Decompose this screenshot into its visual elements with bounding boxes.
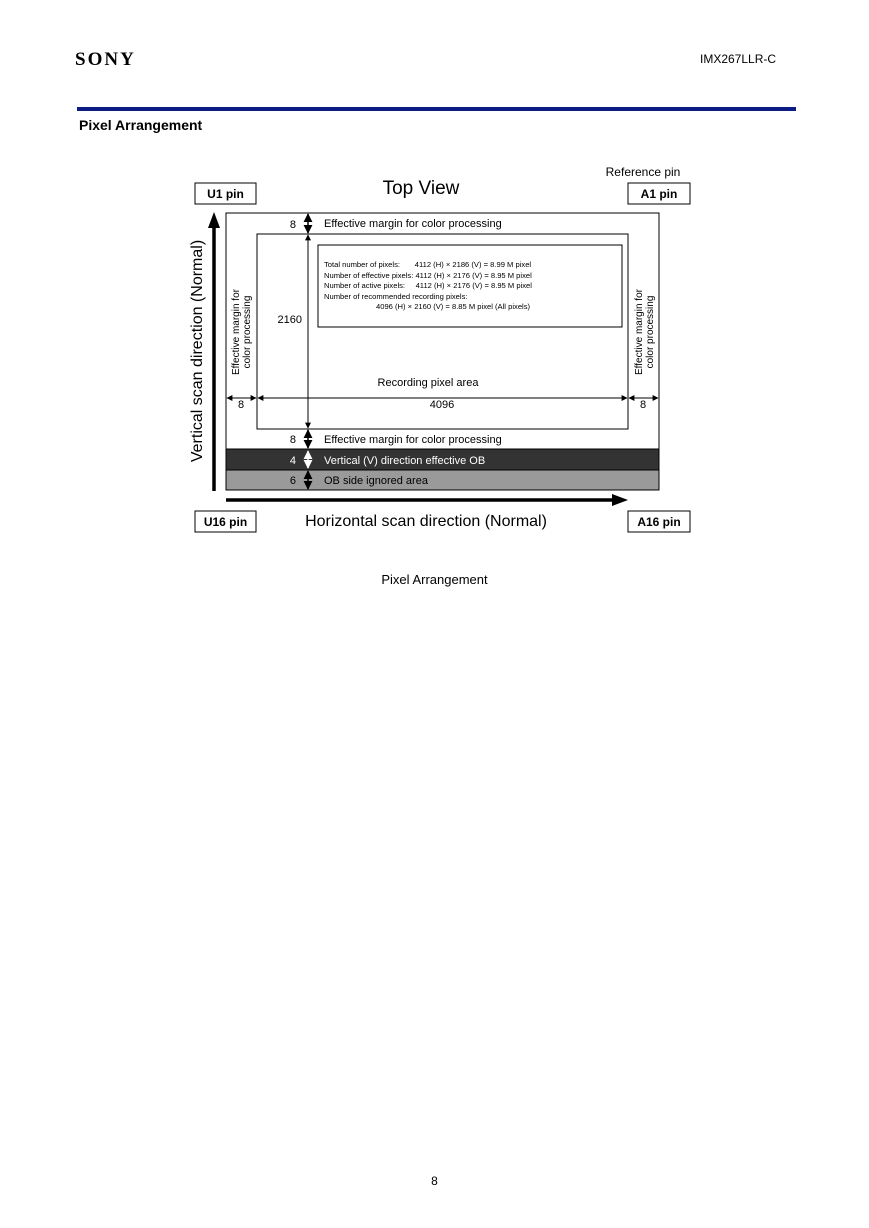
pin-u16-label: U16 pin — [203, 515, 248, 529]
top-margin-label: Effective margin for color processing — [324, 218, 502, 230]
horizontal-scan-label: Horizontal scan direction (Normal) — [305, 513, 547, 530]
pin-a16 — [628, 511, 690, 532]
pin-u1-label: U1 pin — [207, 187, 244, 201]
document-id: IMX267LLR-C — [700, 52, 777, 66]
pin-a16-label: A16 pin — [637, 515, 681, 529]
pin-u16 — [195, 511, 256, 532]
vertical-scan-arrowhead — [208, 212, 220, 228]
vob-value: 4 — [289, 455, 296, 467]
ignored-label: OB side ignored area — [324, 475, 428, 487]
info-active-pixels: Number of active pixels: 4112 (H) × 2176 (V) = 8.95 M pixel — [324, 281, 532, 290]
figure-caption: Pixel Arrangement — [381, 572, 488, 587]
left-margin-value: 8 — [237, 399, 245, 411]
pin-a1-label: A1 pin — [640, 187, 678, 201]
right-margin-value: 8 — [639, 399, 647, 411]
left-side-margin-line1: Effective margin for — [231, 289, 242, 375]
sony-logo: SONY — [75, 49, 136, 70]
left-side-margin-label — [231, 288, 253, 375]
height-value: 2160 — [277, 314, 302, 326]
left-side-margin-line2: color processing — [242, 295, 253, 369]
horizontal-scan-arrowhead — [612, 494, 628, 506]
recording-area-label: Recording pixel area — [377, 377, 479, 389]
pin-a1 — [628, 183, 690, 204]
diagram-title: Top View — [382, 178, 460, 199]
vertical-scan-label: Vertical scan direction (Normal) — [189, 239, 206, 463]
top-margin-value: 8 — [289, 219, 296, 231]
info-effective-pixels: Number of effective pixels: 4112 (H) × 2176 (V) = 8.95 M pixel — [324, 271, 532, 280]
bottom-margin-label: Effective margin for color processing — [324, 434, 502, 446]
vob-label: Vertical (V) direction effective OB — [324, 455, 486, 467]
right-side-margin-line1: Effective margin for — [634, 289, 645, 375]
bottom-margin-value: 8 — [289, 434, 296, 446]
info-recommended-value: 4096 (H) × 2160 (V) = 8.85 M pixel (All pixels) — [376, 302, 531, 311]
reference-pin-label: Reference pin — [605, 165, 681, 179]
pin-u1 — [195, 183, 256, 204]
width-value: 4096 — [429, 399, 455, 411]
ignored-value: 6 — [289, 475, 296, 487]
right-side-margin-line2: color processing — [645, 295, 656, 369]
section-title: Pixel Arrangement — [79, 117, 203, 133]
info-recommended-title: Number of recommended recording pixels: — [324, 292, 468, 301]
right-side-margin-label — [634, 288, 656, 375]
info-total-pixels: Total number of pixels: 4112 (H) × 2186 (V) = 8.99 M pixel — [324, 260, 532, 269]
page-number: 8 — [431, 1174, 438, 1188]
